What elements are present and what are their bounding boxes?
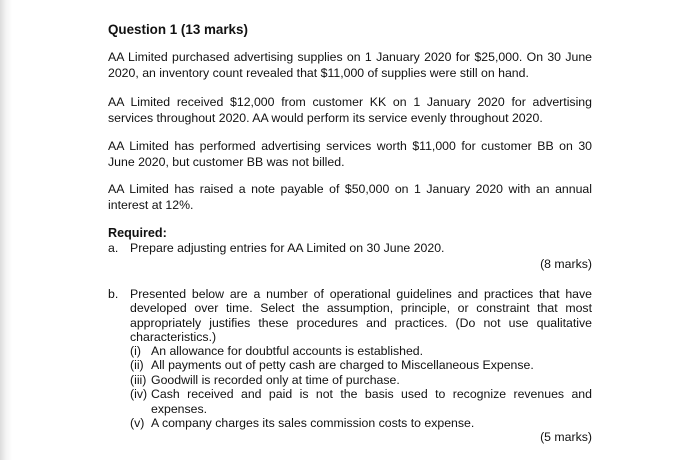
list-item-number: (i) bbox=[130, 344, 141, 358]
part-b-text: Presented below are a number of operational guidelines and practices that have developed over time. Select the assumption, principle, or constraint that most appropriately justifies these procedures and practices. (Do not use qualitative characteristics.) bbox=[130, 287, 592, 345]
part-a-marks: (8 marks) bbox=[540, 257, 592, 271]
list-item-number: (iv) bbox=[130, 387, 148, 402]
list-item bbox=[130, 344, 592, 358]
list-item-number: (v) bbox=[130, 416, 145, 431]
list-item bbox=[130, 373, 592, 387]
part-a-text: Prepare adjusting entries for AA Limited on 30 June 2020. bbox=[130, 241, 445, 255]
list-item-number: (ii) bbox=[130, 358, 144, 373]
list-item-number: (iii) bbox=[130, 372, 147, 387]
list-item-text: An allowance for doubtful accounts is established. bbox=[151, 344, 424, 358]
paragraph-customer-kk: AA Limited received $12,000 from customer KK on 1 January 2020 for advertising services throughout 2020. AA would perform its service evenly throughout 2020. bbox=[108, 95, 592, 125]
list-item-text: A company charges its sales commission costs to expense. bbox=[151, 416, 475, 431]
required-heading: Required: bbox=[108, 226, 167, 240]
part-a-letter: a. bbox=[108, 241, 119, 255]
paragraph-supplies: AA Limited purchased advertising supplies on 1 January 2020 for $25,000. On 30 June 2020, an inventory count revealed that $11,000 of supplies were still on hand. bbox=[108, 50, 592, 80]
list-item bbox=[130, 387, 592, 416]
paragraph-customer-bb: AA Limited has performed advertising services worth $11,000 for customer BB on 30 June 2020, but customer BB was not billed. bbox=[108, 139, 592, 169]
list-item-text: Cash received and paid is not the basis used to recognize revenues and expenses. bbox=[151, 387, 592, 416]
paragraph-note-payable: AA Limited has raised a note payable of $50,000 on 1 January 2020 with an annual interest at 12%. bbox=[108, 182, 592, 212]
list-item bbox=[130, 358, 592, 372]
part-b-list bbox=[130, 344, 592, 430]
part-b-letter: b. bbox=[108, 287, 119, 301]
question-title: Question 1 (13 marks) bbox=[108, 22, 248, 37]
part-b-marks: (5 marks) bbox=[540, 430, 592, 444]
list-item bbox=[130, 416, 592, 430]
list-item-text: Goodwill is recorded only at time of purchase. bbox=[151, 372, 400, 387]
list-item-text: All payments out of petty cash are charged to Miscellaneous Expense. bbox=[151, 358, 534, 373]
